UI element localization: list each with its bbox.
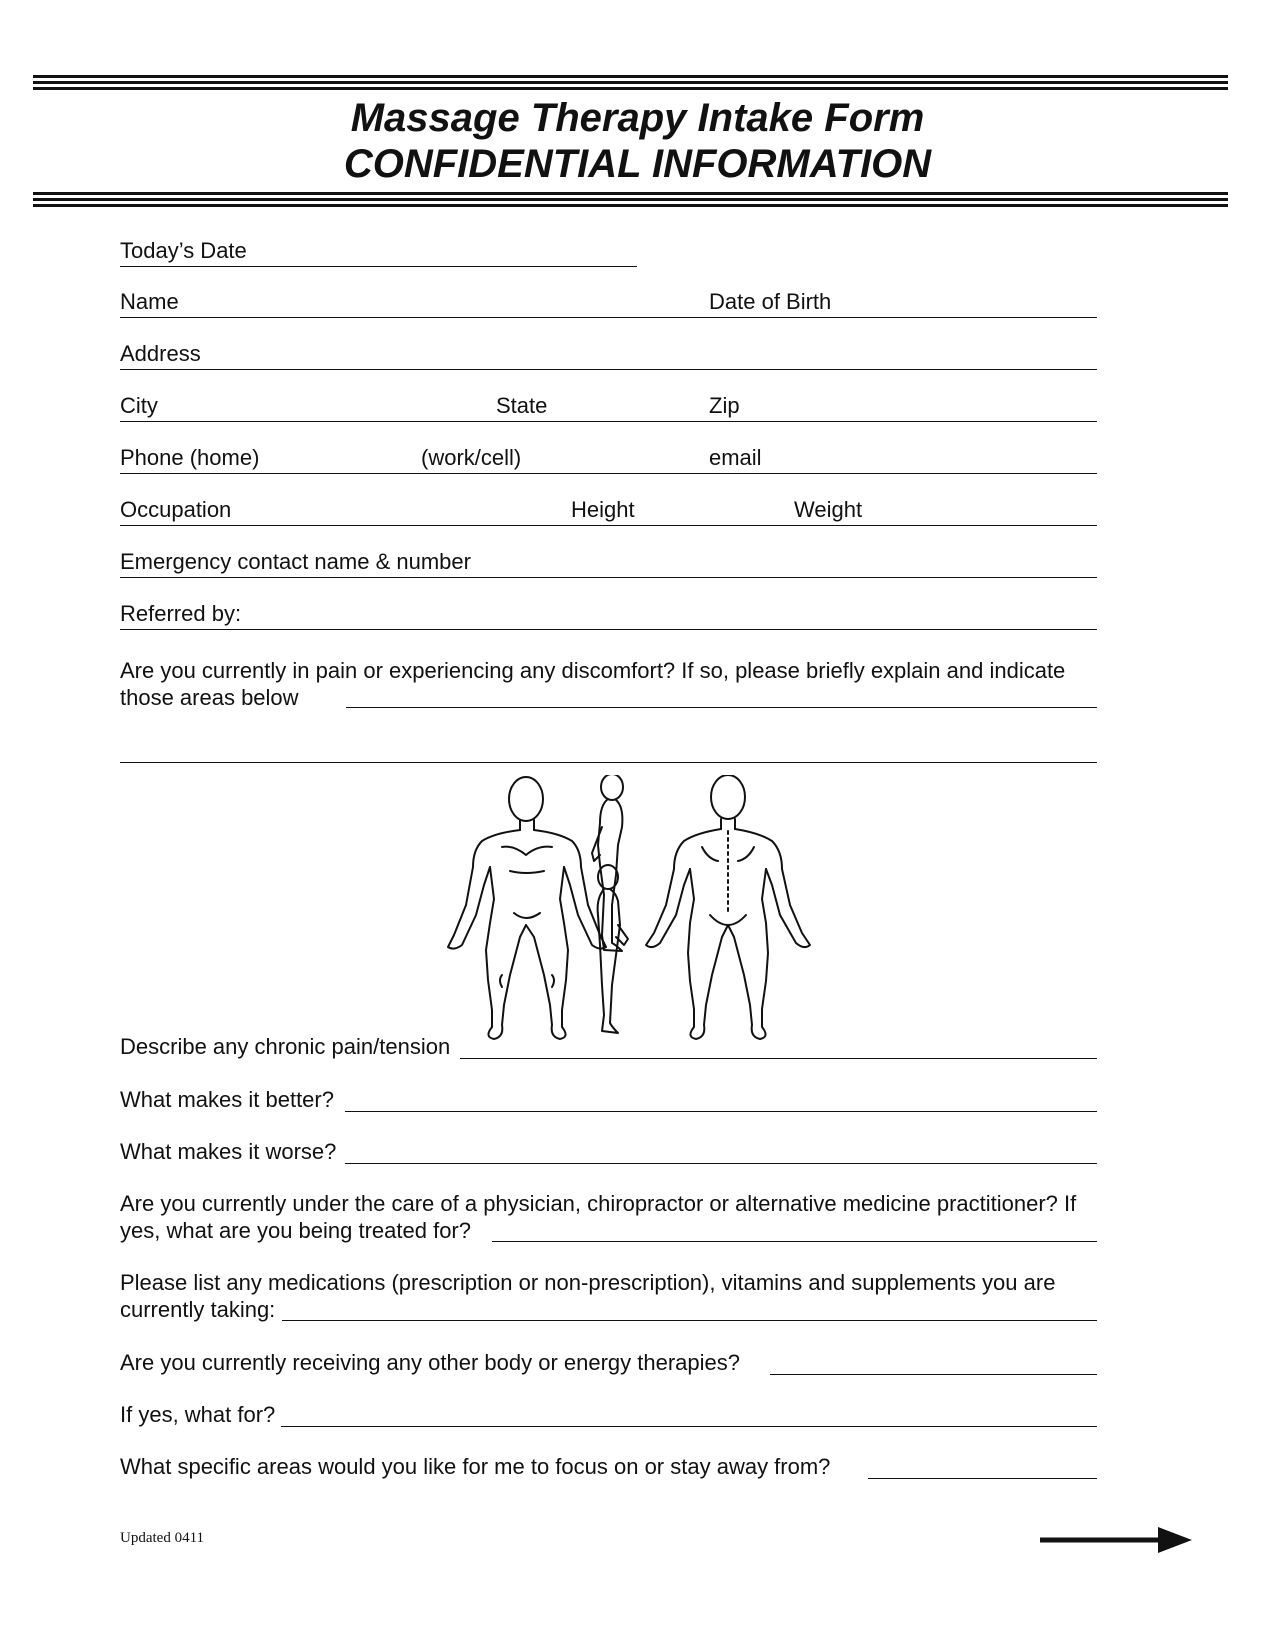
- medications-input[interactable]: [282, 1320, 1097, 1321]
- if-yes-input[interactable]: [281, 1426, 1097, 1427]
- work-cell-label: (work/cell): [421, 445, 522, 470]
- referred-by-field[interactable]: [120, 599, 1097, 630]
- name-dob-field[interactable]: [120, 287, 1097, 318]
- city-label: City: [120, 393, 158, 418]
- physician-question-line1: Are you currently under the care of a physician, chiropractor or alternative medicine practitioner? If: [120, 1191, 1077, 1216]
- physician-input[interactable]: [492, 1241, 1097, 1242]
- form-subtitle: CONFIDENTIAL INFORMATION: [343, 142, 932, 186]
- address-field[interactable]: [120, 339, 1097, 370]
- arrow-right-icon[interactable]: [1040, 1524, 1195, 1556]
- city-state-zip-field[interactable]: [120, 391, 1097, 422]
- height-label: Height: [571, 497, 635, 522]
- pain-question-line2: those areas below: [120, 685, 299, 710]
- dob-label: Date of Birth: [709, 289, 832, 314]
- name-label: Name: [120, 289, 179, 314]
- better-label: What makes it better?: [120, 1087, 334, 1112]
- emergency-contact-label: Emergency contact name & number: [120, 549, 471, 574]
- bottom-rule: [33, 192, 1228, 210]
- therapies-label: Are you currently receiving any other body or energy therapies?: [120, 1350, 741, 1375]
- emergency-contact-field[interactable]: [120, 547, 1097, 578]
- chronic-pain-input[interactable]: [460, 1058, 1097, 1059]
- physician-question-line2: yes, what are you being treated for?: [120, 1218, 471, 1243]
- phone-field[interactable]: [120, 443, 1097, 474]
- worse-input[interactable]: [345, 1163, 1097, 1164]
- pain-answer-line2[interactable]: [120, 762, 1097, 763]
- zip-label: Zip: [709, 393, 740, 418]
- front-figure: [448, 777, 606, 1039]
- form-title: Massage Therapy Intake Form: [350, 96, 925, 140]
- state-label: State: [496, 393, 548, 418]
- chronic-pain-label: Describe any chronic pain/tension: [120, 1034, 451, 1059]
- better-input[interactable]: [345, 1111, 1097, 1112]
- top-rule: [33, 75, 1228, 93]
- todays-date-field[interactable]: [120, 236, 637, 267]
- focus-areas-label: What specific areas would you like for me to focus on or stay away from?: [120, 1454, 831, 1479]
- medications-question-line2: currently taking:: [120, 1297, 276, 1322]
- pain-answer-line1[interactable]: [346, 707, 1097, 708]
- weight-label: Weight: [794, 497, 863, 522]
- phone-home-label: Phone (home): [120, 445, 260, 470]
- therapies-input[interactable]: [770, 1374, 1097, 1375]
- if-yes-label: If yes, what for?: [120, 1402, 276, 1427]
- address-label: Address: [120, 341, 201, 366]
- email-label: email: [709, 445, 762, 470]
- updated-note: Updated 0411: [120, 1530, 205, 1546]
- occupation-label: Occupation: [120, 497, 232, 522]
- worse-label: What makes it worse?: [120, 1139, 337, 1164]
- medications-question-line1: Please list any medications (prescription or non-prescription), vitamins and supplements you are: [120, 1270, 1056, 1295]
- referred-by-label: Referred by:: [120, 601, 242, 626]
- body-diagram-icon[interactable]: [440, 775, 830, 1050]
- occupation-field[interactable]: [120, 495, 1097, 526]
- back-figure: [646, 775, 810, 1039]
- todays-date-label: Today’s Date: [120, 238, 247, 263]
- focus-areas-input[interactable]: [868, 1478, 1097, 1479]
- pain-question-line1: Are you currently in pain or experiencing any discomfort? If so, please briefly explain and indicate: [120, 658, 1066, 683]
